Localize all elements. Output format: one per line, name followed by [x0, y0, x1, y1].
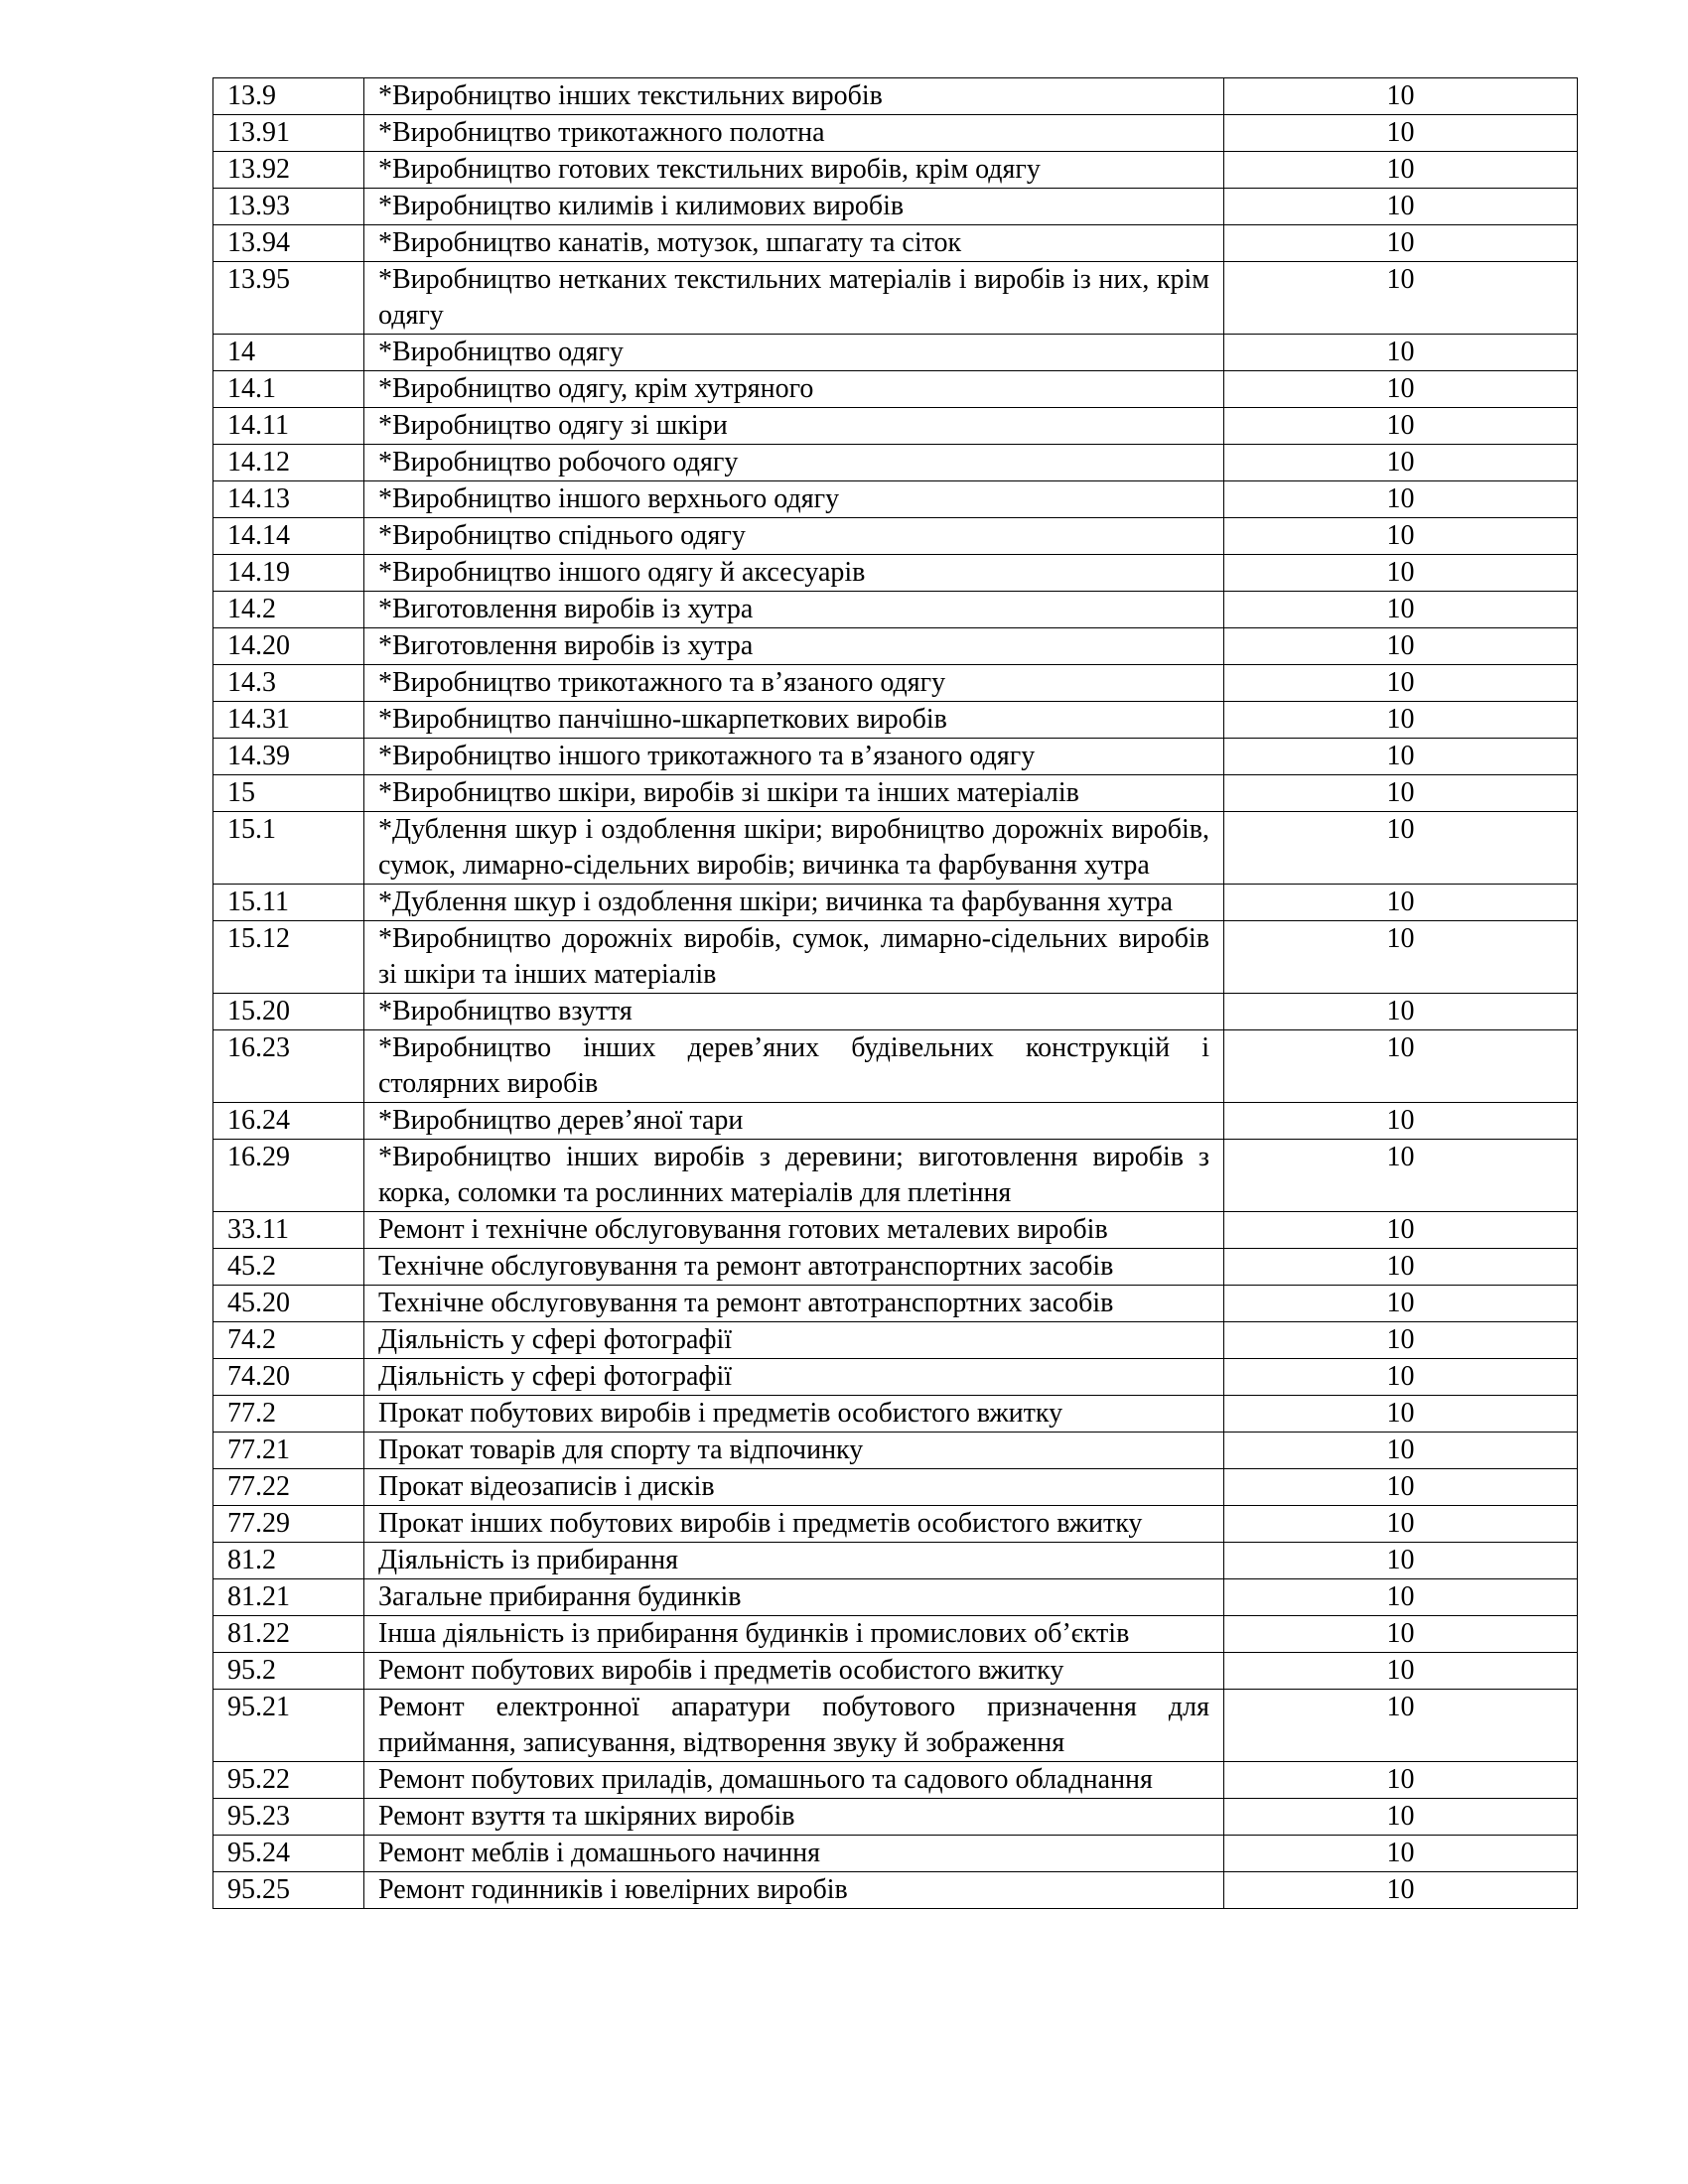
rate-value-cell: 10: [1224, 1872, 1578, 1909]
activity-name-cell: *Виробництво одягу: [364, 335, 1224, 371]
activity-code-cell: 95.21: [213, 1690, 364, 1762]
rate-value-cell: 10: [1224, 628, 1578, 665]
activity-code-cell: 14.31: [213, 702, 364, 739]
rate-value-cell: 10: [1224, 262, 1578, 335]
activity-code-cell: 13.92: [213, 152, 364, 189]
activity-name-cell: *Виробництво трикотажного та в’язаного одягу: [364, 665, 1224, 702]
table-row: [213, 1762, 1578, 1799]
activity-name-cell: Ремонт меблів і домашнього начиння: [364, 1836, 1224, 1872]
table-row: [213, 665, 1578, 702]
table-row: [213, 885, 1578, 921]
table-row: [213, 335, 1578, 371]
table-row: [213, 1140, 1578, 1212]
activity-code-cell: 33.11: [213, 1212, 364, 1249]
activity-name-cell: Ремонт побутових виробів і предметів особистого вжитку: [364, 1653, 1224, 1690]
rate-value-cell: 10: [1224, 1543, 1578, 1579]
activity-code-cell: 15: [213, 775, 364, 812]
activity-code-cell: 14.2: [213, 592, 364, 628]
activity-name-cell: *Виробництво іншого верхнього одягу: [364, 481, 1224, 518]
rate-value-cell: 10: [1224, 225, 1578, 262]
table-row: [213, 1103, 1578, 1140]
activity-code-cell: 15.20: [213, 994, 364, 1030]
activity-name-cell: Інша діяльність із прибирання будинків і промислових об’єктів: [364, 1616, 1224, 1653]
table-row: [213, 1359, 1578, 1396]
activity-code-cell: 14.3: [213, 665, 364, 702]
activity-code-cell: 14.20: [213, 628, 364, 665]
rate-value-cell: 10: [1224, 335, 1578, 371]
activity-code-cell: 14: [213, 335, 364, 371]
rate-value-cell: 10: [1224, 1433, 1578, 1469]
activity-code-cell: 16.29: [213, 1140, 364, 1212]
activity-name-cell: Діяльність із прибирання: [364, 1543, 1224, 1579]
rate-value-cell: 10: [1224, 1762, 1578, 1799]
rate-value-cell: 10: [1224, 1103, 1578, 1140]
table-row: [213, 1799, 1578, 1836]
table-row: [213, 1212, 1578, 1249]
table-row: [213, 1286, 1578, 1322]
table-row: [213, 1616, 1578, 1653]
activity-name-cell: *Виробництво спіднього одягу: [364, 518, 1224, 555]
table-row: [213, 812, 1578, 885]
rate-value-cell: 10: [1224, 665, 1578, 702]
activity-code-cell: 95.25: [213, 1872, 364, 1909]
activity-code-cell: 45.2: [213, 1249, 364, 1286]
rate-value-cell: 10: [1224, 775, 1578, 812]
activity-code-cell: 81.2: [213, 1543, 364, 1579]
activity-code-cell: 13.93: [213, 189, 364, 225]
activity-name-cell: Прокат інших побутових виробів і предметів особистого вжитку: [364, 1506, 1224, 1543]
table-row: [213, 994, 1578, 1030]
rate-value-cell: 10: [1224, 555, 1578, 592]
table-row: [213, 152, 1578, 189]
table-row: [213, 262, 1578, 335]
table-row: [213, 1030, 1578, 1103]
rate-value-cell: 10: [1224, 1359, 1578, 1396]
rate-value-cell: 10: [1224, 152, 1578, 189]
activity-codes-table: [212, 77, 1578, 1909]
activity-code-cell: 16.24: [213, 1103, 364, 1140]
rate-value-cell: 10: [1224, 1506, 1578, 1543]
rate-value-cell: 10: [1224, 371, 1578, 408]
activity-name-cell: Прокат побутових виробів і предметів особистого вжитку: [364, 1396, 1224, 1433]
rate-value-cell: 10: [1224, 885, 1578, 921]
activity-code-cell: 77.29: [213, 1506, 364, 1543]
rate-value-cell: 10: [1224, 739, 1578, 775]
rate-value-cell: 10: [1224, 1469, 1578, 1506]
rate-value-cell: 10: [1224, 78, 1578, 115]
table-row: [213, 115, 1578, 152]
activity-code-cell: 45.20: [213, 1286, 364, 1322]
table-row: [213, 1653, 1578, 1690]
table-row: [213, 189, 1578, 225]
activity-name-cell: *Виробництво одягу, крім хутряного: [364, 371, 1224, 408]
rate-value-cell: 10: [1224, 1322, 1578, 1359]
activity-name-cell: *Дублення шкур і оздоблення шкіри; виробництво дорожніх виробів, сумок, лимарно-сідельних виробів; вичинка та фарбування хутра: [364, 812, 1224, 885]
rate-value-cell: 10: [1224, 1212, 1578, 1249]
rate-value-cell: 10: [1224, 445, 1578, 481]
activity-name-cell: *Виробництво трикотажного полотна: [364, 115, 1224, 152]
activity-name-cell: Загальне прибирання будинків: [364, 1579, 1224, 1616]
activity-code-cell: 13.95: [213, 262, 364, 335]
activity-code-cell: 14.13: [213, 481, 364, 518]
table-row: [213, 408, 1578, 445]
activity-code-cell: 77.2: [213, 1396, 364, 1433]
activity-name-cell: *Виготовлення виробів із хутра: [364, 628, 1224, 665]
table-row: [213, 518, 1578, 555]
table-row: [213, 628, 1578, 665]
activity-name-cell: *Виробництво готових текстильних виробів, крім одягу: [364, 152, 1224, 189]
activity-code-cell: 15.11: [213, 885, 364, 921]
activity-name-cell: *Виробництво одягу зі шкіри: [364, 408, 1224, 445]
activity-code-cell: 15.1: [213, 812, 364, 885]
activity-name-cell: Технічне обслуговування та ремонт автотранспортних засобів: [364, 1249, 1224, 1286]
table-row: [213, 555, 1578, 592]
activity-code-cell: 74.2: [213, 1322, 364, 1359]
activity-code-cell: 13.91: [213, 115, 364, 152]
rate-value-cell: 10: [1224, 1140, 1578, 1212]
activity-code-cell: 14.14: [213, 518, 364, 555]
activity-code-cell: 13.9: [213, 78, 364, 115]
rate-value-cell: 10: [1224, 1799, 1578, 1836]
activity-name-cell: Діяльність у сфері фотографії: [364, 1322, 1224, 1359]
activity-name-cell: *Дублення шкур і оздоблення шкіри; вичинка та фарбування хутра: [364, 885, 1224, 921]
activity-name-cell: *Виробництво нетканих текстильних матеріалів і виробів із них, крім одягу: [364, 262, 1224, 335]
rate-value-cell: 10: [1224, 994, 1578, 1030]
activity-code-cell: 95.24: [213, 1836, 364, 1872]
activity-code-cell: 95.22: [213, 1762, 364, 1799]
activity-code-cell: 95.2: [213, 1653, 364, 1690]
activity-code-cell: 74.20: [213, 1359, 364, 1396]
activity-code-cell: 13.94: [213, 225, 364, 262]
rate-value-cell: 10: [1224, 408, 1578, 445]
rate-value-cell: 10: [1224, 1249, 1578, 1286]
activity-name-cell: Ремонт і технічне обслуговування готових металевих виробів: [364, 1212, 1224, 1249]
activity-name-cell: *Виробництво іншого трикотажного та в’язаного одягу: [364, 739, 1224, 775]
activity-code-cell: 14.11: [213, 408, 364, 445]
rate-value-cell: 10: [1224, 1396, 1578, 1433]
table-row: [213, 1322, 1578, 1359]
activity-name-cell: Прокат товарів для спорту та відпочинку: [364, 1433, 1224, 1469]
rate-value-cell: 10: [1224, 812, 1578, 885]
table-row: [213, 1836, 1578, 1872]
activity-code-cell: 15.12: [213, 921, 364, 994]
rate-value-cell: 10: [1224, 592, 1578, 628]
table-row: [213, 921, 1578, 994]
activity-name-cell: *Виробництво дерев’яної тари: [364, 1103, 1224, 1140]
table-row: [213, 225, 1578, 262]
table-row: [213, 739, 1578, 775]
activity-code-cell: 95.23: [213, 1799, 364, 1836]
table-row: [213, 1506, 1578, 1543]
table-row: [213, 445, 1578, 481]
activity-code-cell: 14.1: [213, 371, 364, 408]
activity-name-cell: *Виробництво інших текстильних виробів: [364, 78, 1224, 115]
activity-name-cell: Діяльність у сфері фотографії: [364, 1359, 1224, 1396]
rate-value-cell: 10: [1224, 189, 1578, 225]
activity-name-cell: *Виробництво інших виробів з деревини; виготовлення виробів з корка, соломки та рослинних матеріалів для плетіння: [364, 1140, 1224, 1212]
activity-name-cell: *Виробництво інших дерев’яних будівельних конструкцій і столярних виробів: [364, 1030, 1224, 1103]
rate-value-cell: 10: [1224, 1653, 1578, 1690]
table-row: [213, 371, 1578, 408]
table-row: [213, 1543, 1578, 1579]
activity-name-cell: *Виробництво взуття: [364, 994, 1224, 1030]
activity-name-cell: Ремонт взуття та шкіряних виробів: [364, 1799, 1224, 1836]
rate-value-cell: 10: [1224, 1616, 1578, 1653]
table-row: [213, 702, 1578, 739]
activity-code-cell: 77.22: [213, 1469, 364, 1506]
activity-name-cell: *Виробництво іншого одягу й аксесуарів: [364, 555, 1224, 592]
rate-value-cell: 10: [1224, 1690, 1578, 1762]
table-body: [213, 78, 1578, 1909]
activity-name-cell: *Виробництво шкіри, виробів зі шкіри та інших матеріалів: [364, 775, 1224, 812]
rate-value-cell: 10: [1224, 481, 1578, 518]
activity-name-cell: Технічне обслуговування та ремонт автотранспортних засобів: [364, 1286, 1224, 1322]
rate-value-cell: 10: [1224, 1030, 1578, 1103]
activity-name-cell: Ремонт годинників і ювелірних виробів: [364, 1872, 1224, 1909]
activity-name-cell: *Виробництво канатів, мотузок, шпагату та сіток: [364, 225, 1224, 262]
table-row: [213, 1249, 1578, 1286]
activity-code-cell: 77.21: [213, 1433, 364, 1469]
rate-value-cell: 10: [1224, 1836, 1578, 1872]
rate-value-cell: 10: [1224, 518, 1578, 555]
rate-value-cell: 10: [1224, 1579, 1578, 1616]
table-row: [213, 775, 1578, 812]
table-row: [213, 1433, 1578, 1469]
activity-name-cell: *Виготовлення виробів із хутра: [364, 592, 1224, 628]
activity-name-cell: Ремонт електронної апаратури побутового призначення для приймання, записування, відтворення звуку й зображення: [364, 1690, 1224, 1762]
activity-name-cell: *Виробництво дорожніх виробів, сумок, лимарно-сідельних виробів зі шкіри та інших матеріалів: [364, 921, 1224, 994]
rate-value-cell: 10: [1224, 702, 1578, 739]
activity-name-cell: *Виробництво панчішно-шкарпеткових виробів: [364, 702, 1224, 739]
activity-code-cell: 14.12: [213, 445, 364, 481]
table-row: [213, 1872, 1578, 1909]
activity-name-cell: Прокат відеозаписів і дисків: [364, 1469, 1224, 1506]
activity-code-cell: 81.21: [213, 1579, 364, 1616]
activity-code-cell: 14.39: [213, 739, 364, 775]
rate-value-cell: 10: [1224, 921, 1578, 994]
table-row: [213, 1396, 1578, 1433]
rate-value-cell: 10: [1224, 1286, 1578, 1322]
activity-code-cell: 14.19: [213, 555, 364, 592]
rate-value-cell: 10: [1224, 115, 1578, 152]
activity-name-cell: *Виробництво робочого одягу: [364, 445, 1224, 481]
activity-code-cell: 16.23: [213, 1030, 364, 1103]
table-row: [213, 78, 1578, 115]
activity-name-cell: *Виробництво килимів і килимових виробів: [364, 189, 1224, 225]
table-row: [213, 592, 1578, 628]
table-row: [213, 1469, 1578, 1506]
table-row: [213, 481, 1578, 518]
table-row: [213, 1690, 1578, 1762]
table-row: [213, 1579, 1578, 1616]
activity-name-cell: Ремонт побутових приладів, домашнього та садового обладнання: [364, 1762, 1224, 1799]
activity-code-cell: 81.22: [213, 1616, 364, 1653]
